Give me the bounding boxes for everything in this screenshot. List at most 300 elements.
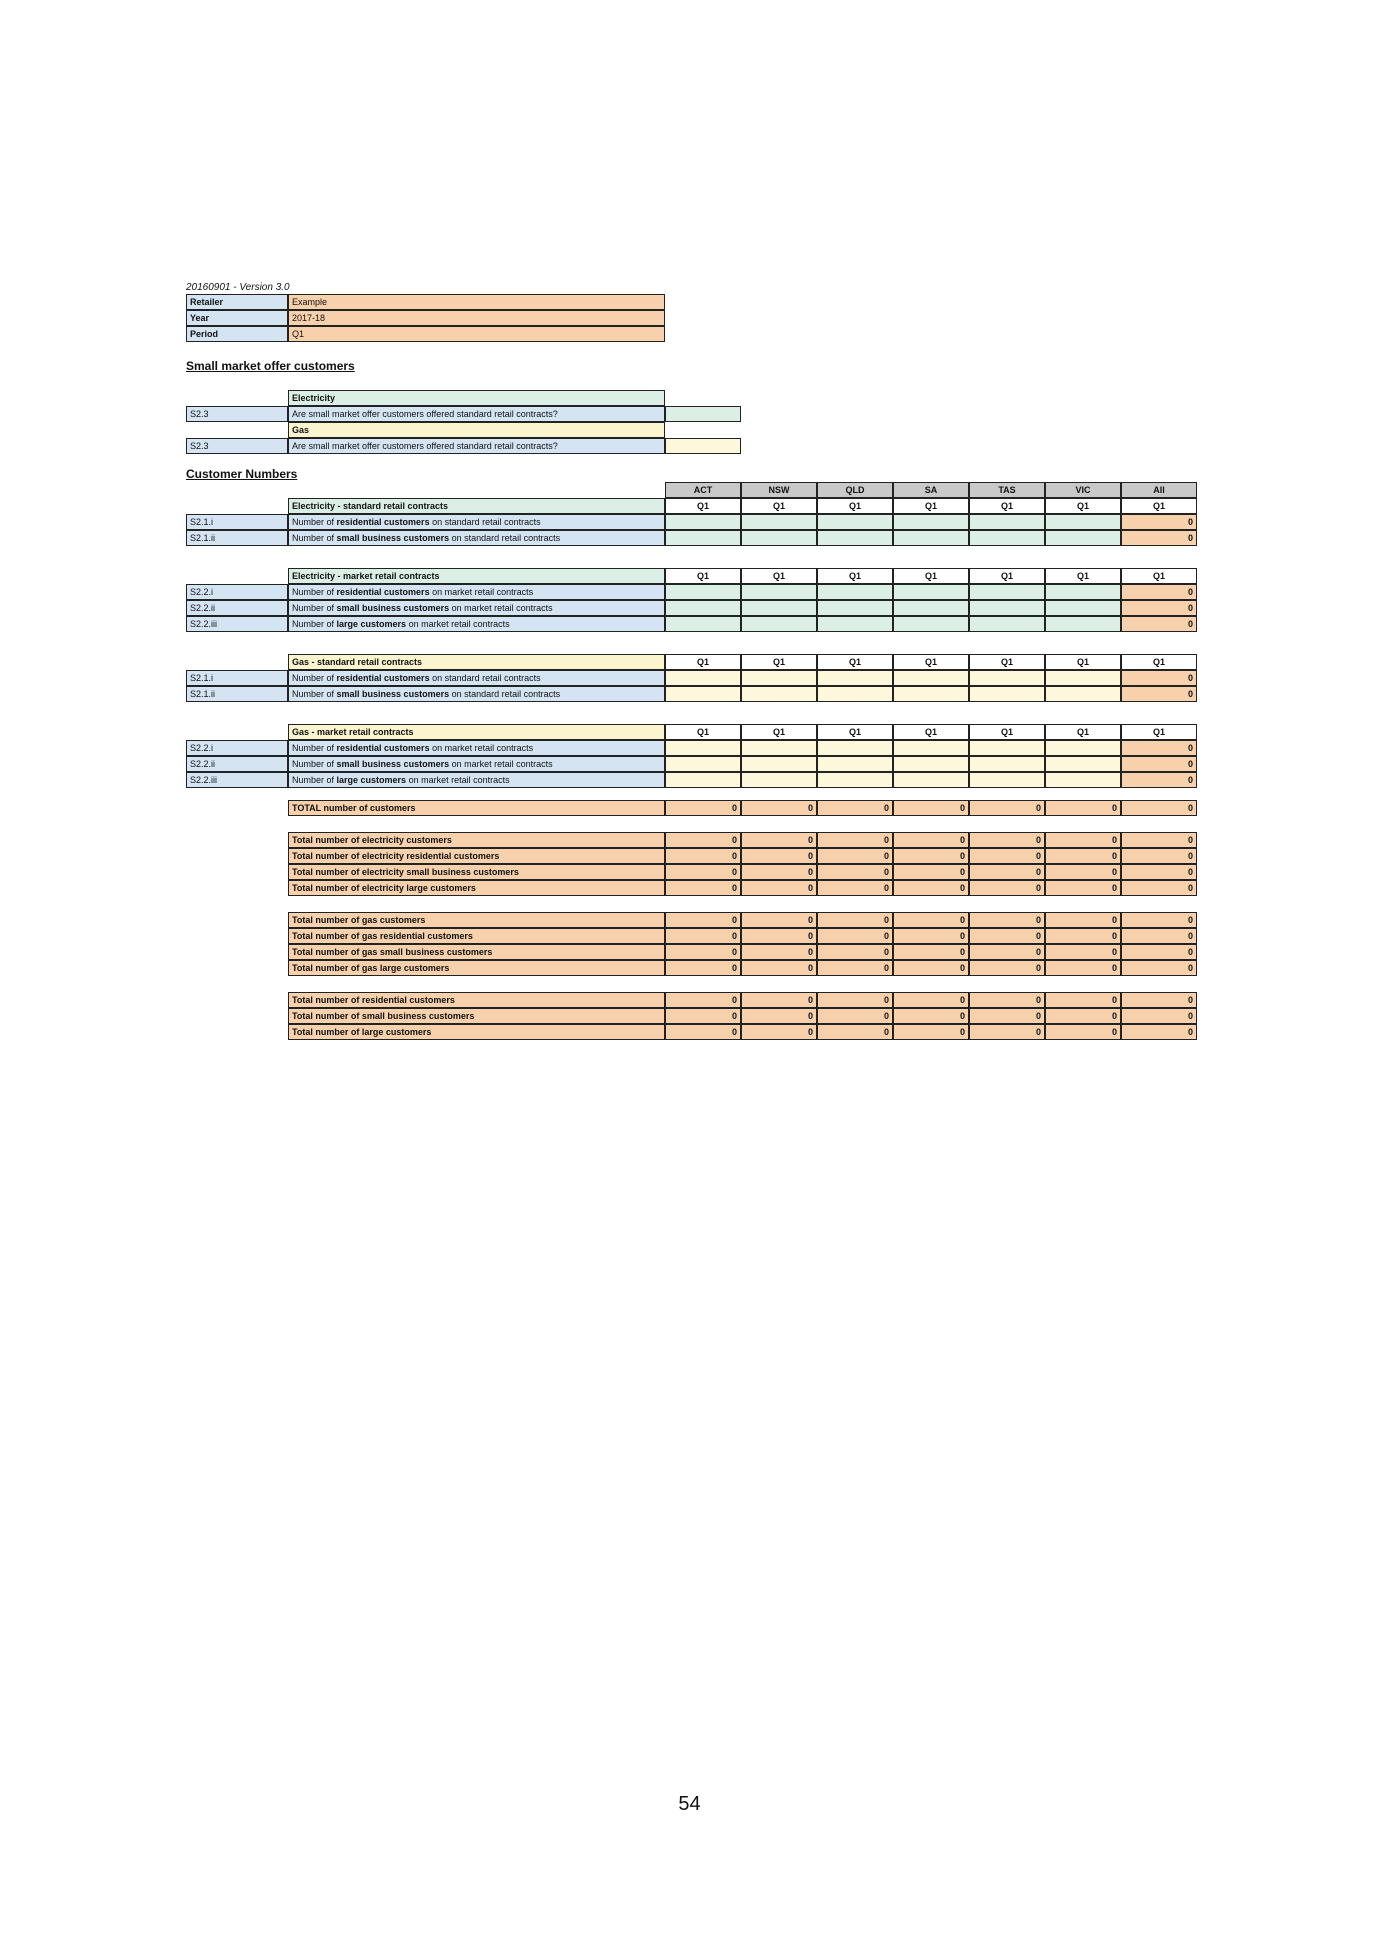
customer-numbers-title: Customer Numbers bbox=[186, 467, 298, 481]
gas-question: Are small market offer customers offered standard retail contracts? bbox=[288, 438, 665, 454]
total-row bbox=[186, 944, 1198, 960]
total-value-tas: 0 bbox=[969, 848, 1045, 864]
input-qld[interactable] bbox=[817, 686, 893, 702]
input-nsw[interactable] bbox=[741, 686, 817, 702]
total-label: Total number of electricity large customers bbox=[288, 880, 665, 896]
quarter-header: Q1 bbox=[893, 724, 969, 740]
spacer bbox=[186, 928, 288, 944]
state-header-act: ACT bbox=[665, 482, 741, 498]
total-value-act: 0 bbox=[665, 864, 741, 880]
total-value-act: 0 bbox=[665, 880, 741, 896]
total-value-vic: 0 bbox=[1045, 960, 1121, 976]
total-value-nsw: 0 bbox=[741, 864, 817, 880]
section-header-row bbox=[186, 498, 1198, 514]
total-value-nsw: 0 bbox=[741, 1008, 817, 1024]
total-value-qld: 0 bbox=[817, 960, 893, 976]
input-sa[interactable] bbox=[893, 772, 969, 788]
input-nsw[interactable] bbox=[741, 756, 817, 772]
total-value-tas: 0 bbox=[969, 832, 1045, 848]
spacer bbox=[186, 498, 288, 514]
row-description bbox=[288, 756, 665, 772]
quarter-header: Q1 bbox=[1121, 724, 1197, 740]
row-code: S2.1.ii bbox=[186, 530, 288, 546]
spacer bbox=[186, 960, 288, 976]
total-row bbox=[186, 928, 1198, 944]
electricity-header: Electricity bbox=[288, 390, 665, 406]
total-row bbox=[186, 960, 1198, 976]
total-value-sa: 0 bbox=[893, 880, 969, 896]
row-total-all: 0 bbox=[1121, 616, 1197, 632]
input-tas[interactable] bbox=[969, 600, 1045, 616]
group-gap bbox=[186, 896, 1198, 912]
electricity-answer-input[interactable] bbox=[665, 406, 741, 422]
row-description bbox=[288, 530, 665, 546]
total-value-tas: 0 bbox=[969, 1008, 1045, 1024]
total-value-all: 0 bbox=[1121, 880, 1197, 896]
total-value-vic: 0 bbox=[1045, 832, 1121, 848]
meta-label: Year bbox=[186, 310, 288, 326]
spacer bbox=[186, 864, 288, 880]
row-description-bold: large customers bbox=[336, 775, 407, 785]
total-row bbox=[186, 992, 1198, 1008]
row-code: S2.2.ii bbox=[186, 600, 288, 616]
input-act[interactable] bbox=[665, 686, 741, 702]
total-value-sa: 0 bbox=[893, 928, 969, 944]
total-label: Total number of small business customers bbox=[288, 1008, 665, 1024]
spacer bbox=[186, 832, 288, 848]
row-description-post: on standard retail contracts bbox=[449, 689, 561, 699]
total-value-vic: 0 bbox=[1045, 880, 1121, 896]
total-value-all: 0 bbox=[1121, 800, 1197, 816]
totals-table bbox=[186, 800, 1198, 1040]
spacer bbox=[186, 1024, 288, 1040]
total-value-all: 0 bbox=[1121, 928, 1197, 944]
input-vic[interactable] bbox=[1045, 584, 1121, 600]
total-label: Total number of residential customers bbox=[288, 992, 665, 1008]
overall-total-label: TOTAL number of customers bbox=[288, 800, 665, 816]
total-value-tas: 0 bbox=[969, 944, 1045, 960]
quarter-header: Q1 bbox=[817, 568, 893, 584]
total-row bbox=[186, 864, 1198, 880]
total-label: Total number of electricity residential customers bbox=[288, 848, 665, 864]
data-row bbox=[186, 584, 1198, 600]
row-total-all: 0 bbox=[1121, 584, 1197, 600]
total-value-qld: 0 bbox=[817, 864, 893, 880]
total-value-qld: 0 bbox=[817, 800, 893, 816]
input-nsw[interactable] bbox=[741, 600, 817, 616]
total-value-act: 0 bbox=[665, 960, 741, 976]
total-value-sa: 0 bbox=[893, 848, 969, 864]
spacer bbox=[186, 800, 288, 816]
input-nsw[interactable] bbox=[741, 670, 817, 686]
total-value-vic: 0 bbox=[1045, 848, 1121, 864]
input-tas[interactable] bbox=[969, 740, 1045, 756]
data-row bbox=[186, 530, 1198, 546]
total-value-act: 0 bbox=[665, 1008, 741, 1024]
row-description bbox=[288, 686, 665, 702]
input-tas[interactable] bbox=[969, 772, 1045, 788]
input-act[interactable] bbox=[665, 530, 741, 546]
input-vic[interactable] bbox=[1045, 600, 1121, 616]
total-value-all: 0 bbox=[1121, 992, 1197, 1008]
quarter-header: Q1 bbox=[969, 654, 1045, 670]
spacer bbox=[186, 654, 288, 670]
row-description-pre: Number of bbox=[292, 759, 337, 769]
total-value-sa: 0 bbox=[893, 944, 969, 960]
total-value-qld: 0 bbox=[817, 848, 893, 864]
input-qld[interactable] bbox=[817, 616, 893, 632]
total-value-nsw: 0 bbox=[741, 1024, 817, 1040]
data-row bbox=[186, 740, 1198, 756]
quarter-header: Q1 bbox=[741, 654, 817, 670]
input-tas[interactable] bbox=[969, 756, 1045, 772]
total-row bbox=[186, 912, 1198, 928]
quarter-header: Q1 bbox=[665, 724, 741, 740]
total-label: Total number of electricity small business customers bbox=[288, 864, 665, 880]
total-value-all: 0 bbox=[1121, 912, 1197, 928]
quarter-header: Q1 bbox=[817, 654, 893, 670]
row-description bbox=[288, 772, 665, 788]
total-value-sa: 0 bbox=[893, 1008, 969, 1024]
total-value-vic: 0 bbox=[1045, 944, 1121, 960]
total-value-sa: 0 bbox=[893, 992, 969, 1008]
input-act[interactable] bbox=[665, 740, 741, 756]
input-tas[interactable] bbox=[969, 686, 1045, 702]
row-description-pre: Number of bbox=[292, 619, 337, 629]
total-value-nsw: 0 bbox=[741, 848, 817, 864]
row-description bbox=[288, 616, 665, 632]
meta-value[interactable]: Example bbox=[288, 294, 665, 310]
total-value-vic: 0 bbox=[1045, 864, 1121, 880]
quarter-header: Q1 bbox=[665, 654, 741, 670]
spacer bbox=[186, 992, 288, 1008]
row-description-post: on standard retail contracts bbox=[449, 533, 561, 543]
total-label: Total number of gas customers bbox=[288, 912, 665, 928]
total-value-tas: 0 bbox=[969, 912, 1045, 928]
row-description-pre: Number of bbox=[292, 743, 337, 753]
row-description-pre: Number of bbox=[292, 775, 337, 785]
row-description-pre: Number of bbox=[292, 689, 337, 699]
input-act[interactable] bbox=[665, 670, 741, 686]
spacer bbox=[186, 482, 288, 498]
input-act[interactable] bbox=[665, 616, 741, 632]
input-sa[interactable] bbox=[893, 616, 969, 632]
quarter-header: Q1 bbox=[969, 724, 1045, 740]
input-vic[interactable] bbox=[1045, 530, 1121, 546]
total-value-nsw: 0 bbox=[741, 800, 817, 816]
row-description-pre: Number of bbox=[292, 517, 337, 527]
row-description-bold: large customers bbox=[336, 619, 407, 629]
quarter-header: Q1 bbox=[1045, 724, 1121, 740]
spacer bbox=[288, 482, 665, 498]
input-qld[interactable] bbox=[817, 600, 893, 616]
total-value-sa: 0 bbox=[893, 832, 969, 848]
input-nsw[interactable] bbox=[741, 584, 817, 600]
total-value-nsw: 0 bbox=[741, 880, 817, 896]
total-label: Total number of gas large customers bbox=[288, 960, 665, 976]
meta-value[interactable]: Q1 bbox=[288, 326, 665, 342]
quarter-header: Q1 bbox=[1045, 568, 1121, 584]
meta-label: Retailer bbox=[186, 294, 288, 310]
quarter-header: Q1 bbox=[893, 568, 969, 584]
input-qld[interactable] bbox=[817, 740, 893, 756]
total-value-all: 0 bbox=[1121, 960, 1197, 976]
row-description-bold: small business customers bbox=[336, 689, 450, 699]
row-description bbox=[288, 600, 665, 616]
customer-numbers-table bbox=[186, 482, 1198, 788]
input-qld[interactable] bbox=[817, 756, 893, 772]
gas-code: S2.3 bbox=[186, 438, 288, 454]
input-nsw[interactable] bbox=[741, 530, 817, 546]
total-value-all: 0 bbox=[1121, 848, 1197, 864]
meta-row bbox=[186, 326, 1198, 342]
row-description-pre: Number of bbox=[292, 673, 337, 683]
gas-answer-input[interactable] bbox=[665, 438, 741, 454]
total-value-act: 0 bbox=[665, 832, 741, 848]
row-description-post: on market retail contracts bbox=[429, 587, 534, 597]
row-code: S2.2.iii bbox=[186, 772, 288, 788]
input-act[interactable] bbox=[665, 514, 741, 530]
section-gap bbox=[186, 702, 1198, 724]
input-tas[interactable] bbox=[969, 670, 1045, 686]
quarter-header: Q1 bbox=[1045, 498, 1121, 514]
row-total-all: 0 bbox=[1121, 600, 1197, 616]
total-value-act: 0 bbox=[665, 848, 741, 864]
input-nsw[interactable] bbox=[741, 616, 817, 632]
total-value-act: 0 bbox=[665, 944, 741, 960]
section-header: Electricity - standard retail contracts bbox=[288, 498, 665, 514]
input-act[interactable] bbox=[665, 772, 741, 788]
row-description-bold: residential customers bbox=[336, 743, 430, 753]
state-header-sa: SA bbox=[893, 482, 969, 498]
total-value-vic: 0 bbox=[1045, 928, 1121, 944]
row-description bbox=[288, 514, 665, 530]
total-value-vic: 0 bbox=[1045, 1024, 1121, 1040]
quarter-header: Q1 bbox=[1121, 568, 1197, 584]
row-code: S2.2.ii bbox=[186, 756, 288, 772]
input-qld[interactable] bbox=[817, 772, 893, 788]
data-row bbox=[186, 756, 1198, 772]
gas-header: Gas bbox=[288, 422, 665, 438]
input-act[interactable] bbox=[665, 756, 741, 772]
section-header: Gas - standard retail contracts bbox=[288, 654, 665, 670]
data-row bbox=[186, 514, 1198, 530]
section-header-row bbox=[186, 568, 1198, 584]
group-gap bbox=[186, 816, 1198, 832]
total-value-vic: 0 bbox=[1045, 1008, 1121, 1024]
total-row bbox=[186, 1024, 1198, 1040]
input-act[interactable] bbox=[665, 600, 741, 616]
electricity-question: Are small market offer customers offered standard retail contracts? bbox=[288, 406, 665, 422]
row-total-all: 0 bbox=[1121, 772, 1197, 788]
total-value-qld: 0 bbox=[817, 992, 893, 1008]
total-value-act: 0 bbox=[665, 800, 741, 816]
total-row bbox=[186, 880, 1198, 896]
input-sa[interactable] bbox=[893, 530, 969, 546]
input-qld[interactable] bbox=[817, 530, 893, 546]
page-number: 54 bbox=[678, 1793, 701, 1815]
data-row bbox=[186, 772, 1198, 788]
total-value-qld: 0 bbox=[817, 912, 893, 928]
section-gap bbox=[186, 632, 1198, 654]
input-sa[interactable] bbox=[893, 740, 969, 756]
version-label: 20160901 - Version 3.0 bbox=[186, 282, 290, 293]
row-description-post: on market retail contracts bbox=[406, 775, 510, 785]
input-vic[interactable] bbox=[1045, 670, 1121, 686]
section-gap bbox=[186, 546, 1198, 568]
total-row bbox=[186, 832, 1198, 848]
total-value-all: 0 bbox=[1121, 832, 1197, 848]
total-row bbox=[186, 1008, 1198, 1024]
total-value-qld: 0 bbox=[817, 1024, 893, 1040]
data-row bbox=[186, 616, 1198, 632]
section-header-row bbox=[186, 654, 1198, 670]
total-value-act: 0 bbox=[665, 992, 741, 1008]
total-value-tas: 0 bbox=[969, 960, 1045, 976]
input-qld[interactable] bbox=[817, 584, 893, 600]
row-code: S2.2.i bbox=[186, 584, 288, 600]
row-description-pre: Number of bbox=[292, 533, 337, 543]
input-vic[interactable] bbox=[1045, 616, 1121, 632]
spacer bbox=[186, 568, 288, 584]
quarter-header: Q1 bbox=[1121, 654, 1197, 670]
row-description bbox=[288, 670, 665, 686]
input-sa[interactable] bbox=[893, 514, 969, 530]
input-nsw[interactable] bbox=[741, 740, 817, 756]
input-qld[interactable] bbox=[817, 514, 893, 530]
row-total-all: 0 bbox=[1121, 670, 1197, 686]
total-label: Total number of gas small business customers bbox=[288, 944, 665, 960]
quarter-header: Q1 bbox=[741, 498, 817, 514]
input-tas[interactable] bbox=[969, 530, 1045, 546]
data-row bbox=[186, 686, 1198, 702]
small-market-table bbox=[186, 390, 1198, 454]
meta-value[interactable]: 2017-18 bbox=[288, 310, 665, 326]
input-vic[interactable] bbox=[1045, 756, 1121, 772]
section-header-row bbox=[186, 724, 1198, 740]
quarter-header: Q1 bbox=[893, 498, 969, 514]
total-value-nsw: 0 bbox=[741, 912, 817, 928]
total-value-act: 0 bbox=[665, 1024, 741, 1040]
state-header-qld: QLD bbox=[817, 482, 893, 498]
row-code: S2.1.ii bbox=[186, 686, 288, 702]
row-total-all: 0 bbox=[1121, 514, 1197, 530]
row-total-all: 0 bbox=[1121, 686, 1197, 702]
state-header-tas: TAS bbox=[969, 482, 1045, 498]
quarter-header: Q1 bbox=[817, 724, 893, 740]
total-value-nsw: 0 bbox=[741, 944, 817, 960]
quarter-header: Q1 bbox=[741, 568, 817, 584]
row-total-all: 0 bbox=[1121, 530, 1197, 546]
row-description-bold: residential customers bbox=[336, 587, 430, 597]
input-nsw[interactable] bbox=[741, 514, 817, 530]
total-value-all: 0 bbox=[1121, 864, 1197, 880]
small-market-title: Small market offer customers bbox=[186, 359, 355, 373]
total-value-nsw: 0 bbox=[741, 960, 817, 976]
data-row bbox=[186, 670, 1198, 686]
total-value-act: 0 bbox=[665, 928, 741, 944]
spacer bbox=[186, 1008, 288, 1024]
spacer bbox=[186, 944, 288, 960]
total-label: Total number of gas residential customers bbox=[288, 928, 665, 944]
total-value-sa: 0 bbox=[893, 960, 969, 976]
input-vic[interactable] bbox=[1045, 772, 1121, 788]
spreadsheet-form bbox=[186, 281, 1198, 1040]
total-value-qld: 0 bbox=[817, 944, 893, 960]
total-value-qld: 0 bbox=[817, 928, 893, 944]
row-description-pre: Number of bbox=[292, 587, 337, 597]
meta-row bbox=[186, 310, 1198, 326]
row-code: S2.1.i bbox=[186, 670, 288, 686]
row-description-bold: residential customers bbox=[336, 517, 430, 527]
row-code: S2.2.iii bbox=[186, 616, 288, 632]
section-header: Gas - market retail contracts bbox=[288, 724, 665, 740]
row-description-bold: small business customers bbox=[336, 759, 450, 769]
spacer bbox=[186, 848, 288, 864]
total-value-sa: 0 bbox=[893, 912, 969, 928]
input-tas[interactable] bbox=[969, 584, 1045, 600]
row-description bbox=[288, 740, 665, 756]
input-tas[interactable] bbox=[969, 616, 1045, 632]
input-sa[interactable] bbox=[893, 756, 969, 772]
total-value-qld: 0 bbox=[817, 1008, 893, 1024]
total-label: Total number of electricity customers bbox=[288, 832, 665, 848]
meta-label: Period bbox=[186, 326, 288, 342]
total-value-tas: 0 bbox=[969, 1024, 1045, 1040]
total-label: Total number of large customers bbox=[288, 1024, 665, 1040]
input-vic[interactable] bbox=[1045, 514, 1121, 530]
input-sa[interactable] bbox=[893, 686, 969, 702]
input-sa[interactable] bbox=[893, 670, 969, 686]
input-nsw[interactable] bbox=[741, 772, 817, 788]
input-vic[interactable] bbox=[1045, 740, 1121, 756]
row-description-bold: small business customers bbox=[336, 533, 450, 543]
group-gap bbox=[186, 976, 1198, 992]
row-code: S2.2.i bbox=[186, 740, 288, 756]
spacer bbox=[186, 724, 288, 740]
row-description bbox=[288, 584, 665, 600]
input-tas[interactable] bbox=[969, 514, 1045, 530]
total-value-tas: 0 bbox=[969, 864, 1045, 880]
row-description-post: on standard retail contracts bbox=[429, 673, 541, 683]
total-value-all: 0 bbox=[1121, 1008, 1197, 1024]
row-description-pre: Number of bbox=[292, 603, 337, 613]
total-value-vic: 0 bbox=[1045, 992, 1121, 1008]
row-description-post: on market retail contracts bbox=[406, 619, 510, 629]
total-value-nsw: 0 bbox=[741, 832, 817, 848]
quarter-header: Q1 bbox=[1121, 498, 1197, 514]
quarter-header: Q1 bbox=[893, 654, 969, 670]
input-vic[interactable] bbox=[1045, 686, 1121, 702]
row-description-post: on market retail contracts bbox=[429, 743, 534, 753]
input-sa[interactable] bbox=[893, 584, 969, 600]
row-description-post: on market retail contracts bbox=[449, 759, 553, 769]
total-row bbox=[186, 848, 1198, 864]
total-value-vic: 0 bbox=[1045, 800, 1121, 816]
spacer bbox=[186, 912, 288, 928]
quarter-header: Q1 bbox=[665, 568, 741, 584]
meta-row bbox=[186, 294, 1198, 310]
input-sa[interactable] bbox=[893, 600, 969, 616]
total-value-act: 0 bbox=[665, 912, 741, 928]
total-value-qld: 0 bbox=[817, 832, 893, 848]
input-qld[interactable] bbox=[817, 670, 893, 686]
quarter-header: Q1 bbox=[1045, 654, 1121, 670]
state-header-nsw: NSW bbox=[741, 482, 817, 498]
input-act[interactable] bbox=[665, 584, 741, 600]
row-description-post: on market retail contracts bbox=[449, 603, 553, 613]
quarter-header: Q1 bbox=[969, 568, 1045, 584]
